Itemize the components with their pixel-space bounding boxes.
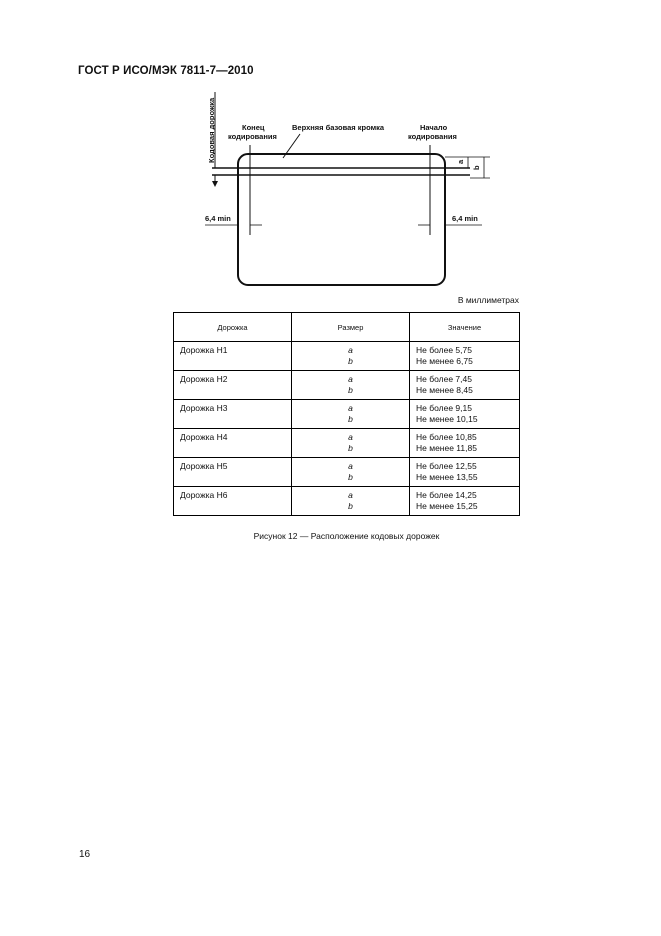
card-outline [238, 154, 445, 285]
start-label-line2: кодирования [408, 132, 457, 141]
table-row [174, 429, 520, 458]
size-cell: a b [292, 342, 410, 371]
track-cell: Дорожка Н5 [174, 458, 292, 487]
value-cell: Не более 9,15 Не менее 10,15 [410, 400, 520, 429]
value-cell: Не более 7,45 Не менее 8,45 [410, 371, 520, 400]
track-cell: Дорожка Н6 [174, 487, 292, 516]
table-row [174, 400, 520, 429]
value-cell: Не более 14,25 Не менее 15,25 [410, 487, 520, 516]
right-min-label: 6,4 min [452, 214, 478, 223]
track-cell: Дорожка Н2 [174, 371, 292, 400]
track-cell: Дорожка Н1 [174, 342, 292, 371]
size-cell: a b [292, 371, 410, 400]
end-label-line1: Конец [242, 123, 265, 132]
end-label-line2: кодирования [228, 132, 277, 141]
track-cell: Дорожка Н4 [174, 429, 292, 458]
value-cell: Не более 10,85 Не менее 11,85 [410, 429, 520, 458]
track-cell: Дорожка Н3 [174, 400, 292, 429]
card-diagram [0, 0, 661, 300]
size-cell: a b [292, 487, 410, 516]
dim-a-label: a [456, 159, 465, 164]
table-row [174, 458, 520, 487]
track-label: Кодовая дорожка [207, 97, 216, 163]
start-label-line1: Начало [420, 123, 448, 132]
size-cell: a b [292, 458, 410, 487]
value-cell: Не более 5,75 Не менее 6,75 [410, 342, 520, 371]
dim-b-label: b [472, 165, 481, 170]
document-header: ГОСТ Р ИСО/МЭК 7811-7—2010 [78, 65, 254, 77]
header-size: Размер [292, 313, 410, 342]
header-value: Значение [410, 313, 520, 342]
page-number: 16 [79, 849, 91, 860]
top-edge-label: Верхняя базовая кромка [292, 123, 385, 132]
table-row [174, 487, 520, 516]
left-min-label: 6,4 min [205, 214, 231, 223]
size-cell: a b [292, 429, 410, 458]
header-track: Дорожка [174, 313, 292, 342]
size-cell: a b [292, 400, 410, 429]
table-row [174, 342, 520, 371]
table-row [174, 371, 520, 400]
units-note: В миллиметрах [457, 295, 519, 305]
figure-caption: Рисунок 12 — Расположение кодовых дорожек [253, 531, 440, 541]
value-cell: Не более 12,55 Не менее 13,55 [410, 458, 520, 487]
tracks-table [173, 312, 520, 516]
